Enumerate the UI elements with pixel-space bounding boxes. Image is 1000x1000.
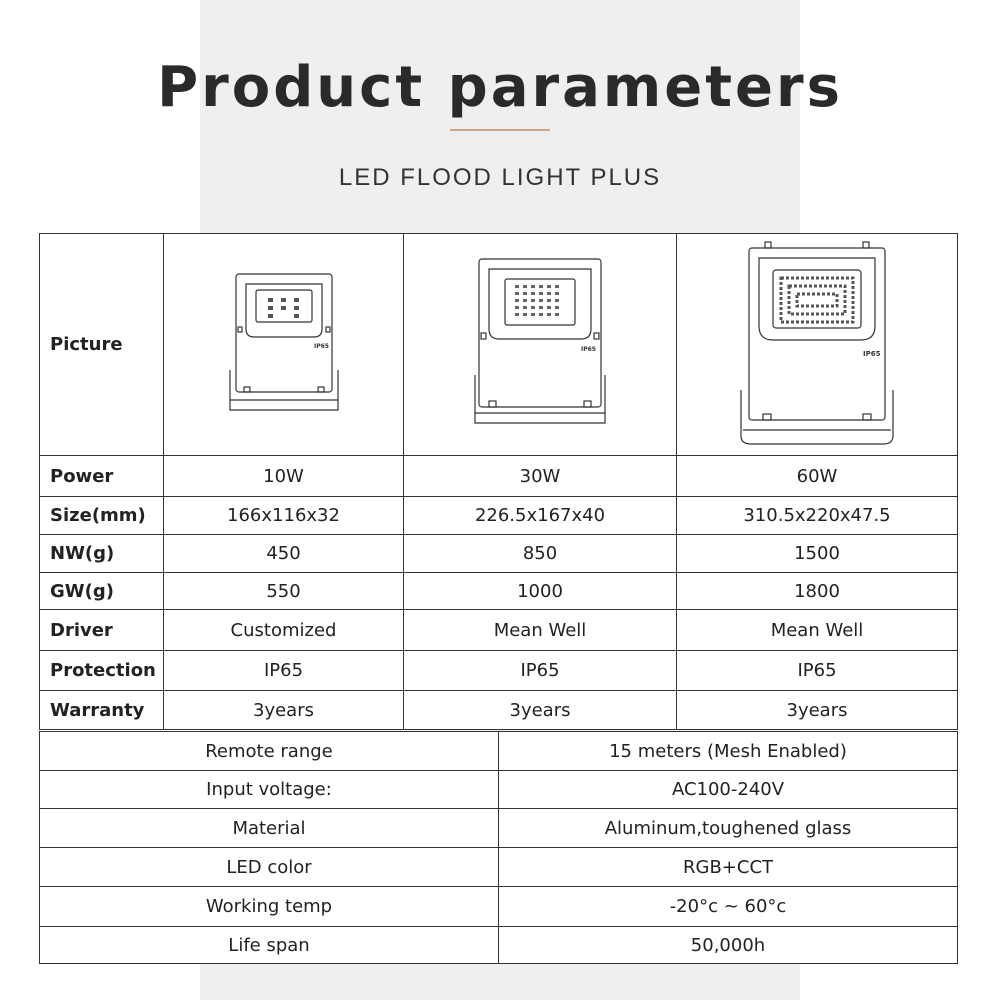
feature-key: Life span: [40, 927, 499, 964]
feature-row-life-span: [40, 927, 958, 964]
feature-value: AC100-240V: [499, 771, 958, 809]
ip-mark-60w: IP65: [863, 349, 881, 358]
page-subtitle: LED FLOOD LIGHT PLUS: [338, 164, 662, 191]
feature-key: Remote range: [40, 732, 499, 771]
feature-row-material: [40, 809, 958, 848]
flood-light-60w-icon: [737, 240, 897, 450]
feature-key: LED color: [40, 848, 499, 887]
spec-value: 30W: [404, 456, 677, 497]
row-label: Power: [40, 456, 164, 497]
row-label: NW(g): [40, 535, 164, 573]
ip-mark-10w: IP65: [313, 342, 329, 350]
picture-cell-30w: [404, 234, 677, 456]
feature-value: 15 meters (Mesh Enabled): [499, 732, 958, 771]
flood-light-10w-icon: [224, 270, 344, 420]
feature-value: Aluminum,toughened glass: [499, 809, 958, 848]
spec-value: 1500: [677, 535, 958, 573]
spec-row-protection: [40, 651, 958, 691]
spec-value: 3years: [677, 691, 958, 730]
spec-row-gw: [40, 573, 958, 610]
spec-value: Mean Well: [677, 610, 958, 651]
row-label: Size(mm): [40, 497, 164, 535]
feature-key: Input voltage:: [40, 771, 499, 809]
spec-table: [39, 233, 958, 730]
spec-value: IP65: [677, 651, 958, 691]
spec-value: 450: [164, 535, 404, 573]
spec-value: 166x116x32: [164, 497, 404, 535]
spec-row-size: [40, 497, 958, 535]
spec-value: 3years: [164, 691, 404, 730]
feature-key: Material: [40, 809, 499, 848]
row-label: GW(g): [40, 573, 164, 610]
page-title: Product parameters: [157, 55, 843, 120]
feature-row-input-voltage: [40, 771, 958, 809]
spec-row-nw: [40, 535, 958, 573]
spec-row-warranty: [40, 691, 958, 730]
spec-row-power: [40, 456, 958, 497]
row-label-picture: Picture: [40, 234, 164, 456]
spec-value: 60W: [677, 456, 958, 497]
feature-row-led-color: [40, 848, 958, 887]
spec-value: 3years: [404, 691, 677, 730]
spec-value: 1000: [404, 573, 677, 610]
spec-value: IP65: [164, 651, 404, 691]
row-label: Protection: [40, 651, 164, 691]
feature-key: Working temp: [40, 887, 499, 927]
ip-mark-30w: IP65: [581, 345, 596, 353]
spec-value: 226.5x167x40: [404, 497, 677, 535]
spec-value: Mean Well: [404, 610, 677, 651]
feature-row-remote-range: [40, 732, 958, 771]
spec-value: Customized: [164, 610, 404, 651]
spec-value: 310.5x220x47.5: [677, 497, 958, 535]
picture-cell-10w: [164, 234, 404, 456]
spec-value: IP65: [404, 651, 677, 691]
spec-value: 550: [164, 573, 404, 610]
feature-table: [39, 731, 958, 964]
feature-value: -20°c ~ 60°c: [499, 887, 958, 927]
row-label: Warranty: [40, 691, 164, 730]
feature-value: 50,000h: [499, 927, 958, 964]
flood-light-30w-icon: [465, 255, 615, 435]
feature-value: RGB+CCT: [499, 848, 958, 887]
feature-row-working-temp: [40, 887, 958, 927]
spec-value: 10W: [164, 456, 404, 497]
picture-cell-60w: [677, 234, 958, 456]
picture-row: [40, 234, 958, 456]
spec-value: 850: [404, 535, 677, 573]
spec-value: 1800: [677, 573, 958, 610]
title-underline: [450, 129, 550, 131]
spec-row-driver: [40, 610, 958, 651]
row-label: Driver: [40, 610, 164, 651]
